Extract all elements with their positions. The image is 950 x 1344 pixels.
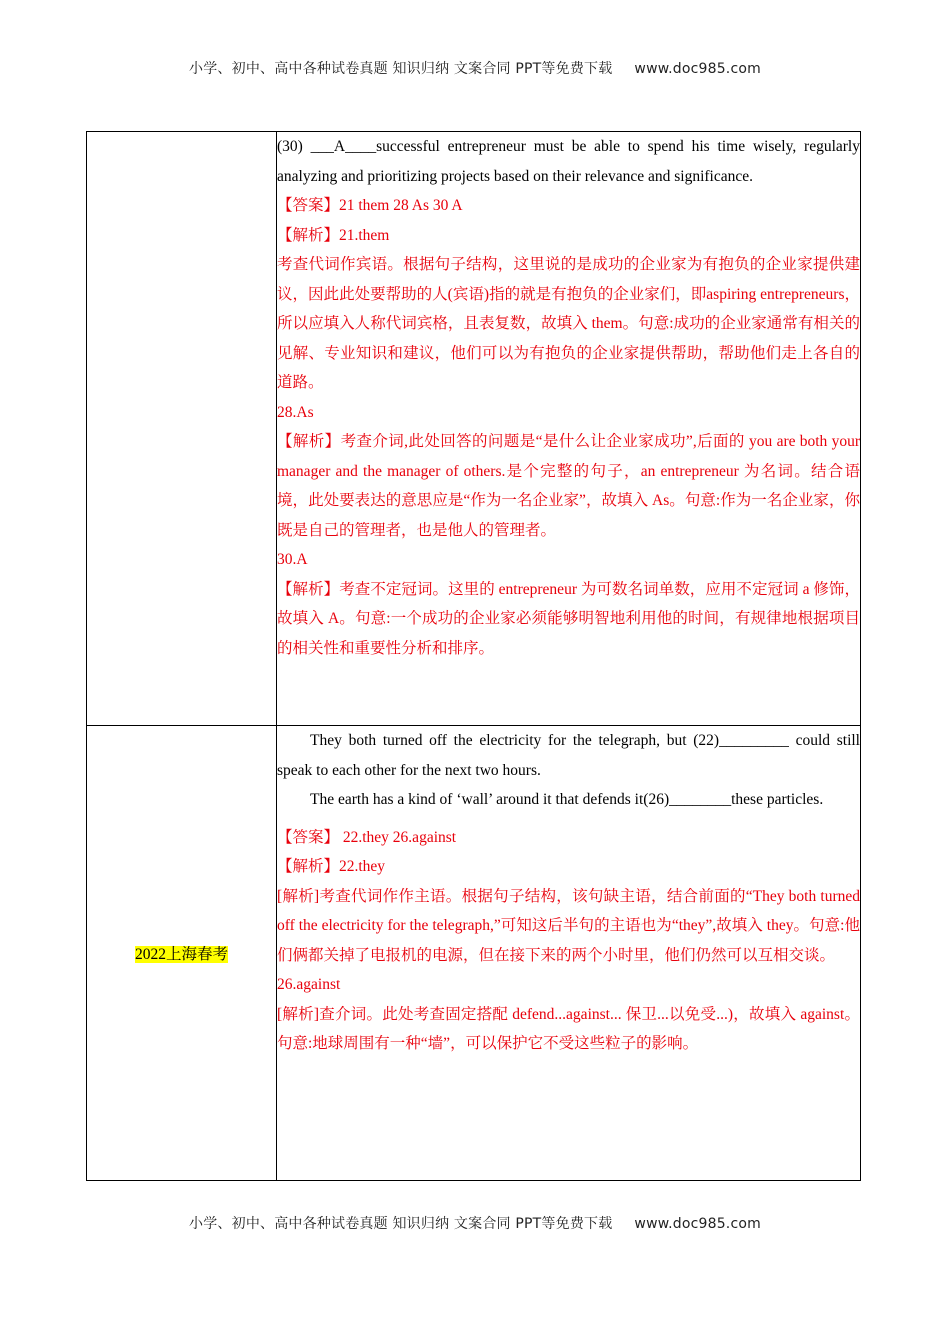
analysis-28: 【解析】考查介词,此处回答的问题是“是什么让企业家成功”,后面的 you are both your manager and the manager of others.是个完整的句子，an entrepreneur 为名词。结合语境，此处要表达的意思应是“作为一名企业家”，故填入 As。句意:作为一名企业家，你既是自己的管理者，也是他人的管理者。	[277, 433, 860, 539]
row2-label-cell	[87, 726, 277, 1181]
header-categories: 小学、初中、高中各种试卷真题 知识归纳 文案合同 PPT等免费下载	[189, 61, 613, 77]
row1-label-cell	[87, 132, 277, 726]
label-30: 30.A	[277, 551, 308, 568]
table-row	[87, 726, 861, 1181]
analysis-30: 【解析】考查不定冠词。这里的 entrepreneur 为可数名词单数，应用不定冠词 a 修饰，故填入 A。句意:一个成功的企业家必须能够明智地利用他的时间，有规律地根据项目的相关性和重要性分析和排序。	[277, 580, 860, 657]
row2-content-cell	[277, 726, 861, 1181]
footer-categories: 小学、初中、高中各种试卷真题 知识归纳 文案合同 PPT等免费下载	[189, 1216, 613, 1232]
analysis-heading: 【解析】22.they	[277, 858, 386, 875]
question-30: (30) ___A____successful entrepreneur must be able to spend his time wisely, regularly analyzing and prioritizing projects based on their relevance and significance.	[277, 138, 860, 185]
row1-content-cell	[277, 132, 861, 726]
answer-line: 【答案】 22.they 26.against	[277, 828, 457, 846]
exercise-table	[86, 131, 861, 1181]
label-28: 28.As	[277, 403, 314, 421]
analysis-22: [解析]考查代词作作主语。根据句子结构，该句缺主语，结合前面的“They both turned off the electricity for the telegraph,”可知这后半句的主语也为“they”,故填入 they。句意:他们俩都关掉了电报机的电源，但在接下来的两个小时里，他们仍然可以互相交谈。	[277, 887, 860, 964]
page-footer	[0, 1213, 950, 1233]
page-header	[0, 58, 950, 78]
table-row	[87, 132, 861, 726]
header-site-link[interactable]: www.doc985.com	[634, 61, 761, 77]
exam-label: 2022上海春考	[134, 946, 228, 963]
analysis-heading: 【解析】21.them	[277, 226, 390, 244]
answer-line: 【答案】21 them 28 As 30 A	[277, 197, 463, 214]
analysis-26: [解析]查介词。此处考查固定搭配 defend...against... 保卫...以免受...)，故填入 against。句意:地球周围有一种“墙”，可以保护它不受这些粒子的影响。	[277, 1005, 860, 1052]
question-22: They both turned off the electricity for the telegraph, but (22)_________ could still speak to each other for the next two hours.	[277, 732, 860, 779]
question-30-answer: A	[333, 138, 346, 155]
label-26: 26.against	[277, 976, 341, 993]
footer-site-link[interactable]: www.doc985.com	[634, 1216, 761, 1232]
question-26: The earth has a kind of ‘wall’ around it that defends it(26)________these particles.	[310, 791, 824, 808]
analysis-21: 考查代词作宾语。根据句子结构，这里说的是成功的企业家为有抱负的企业家提供建议，因此此处要帮助的人(宾语)指的就是有抱负的企业家们，即aspiring entrepreneurs，所以应填入人称代词宾格，且表复数，故填入 them。句意:成功的企业家通常有相关的见解、专业知识和建议，他们可以为有抱负的企业家提供帮助，帮助他们走上各自的道路。	[277, 256, 860, 391]
